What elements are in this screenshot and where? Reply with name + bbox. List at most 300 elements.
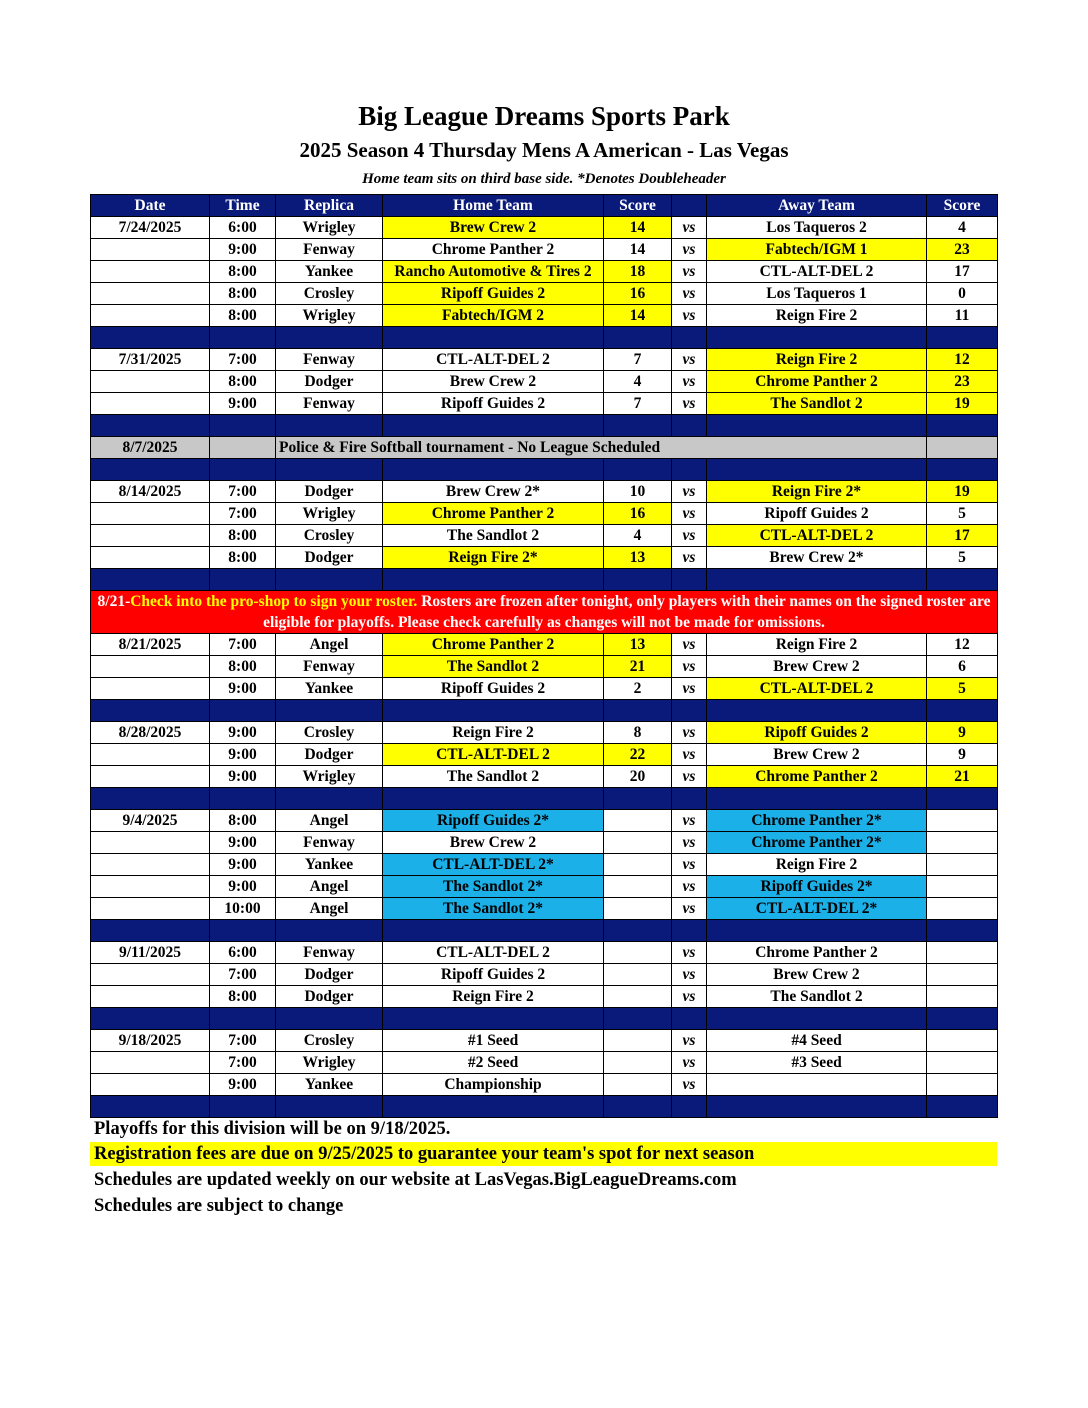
away-score [927, 942, 998, 964]
separator-cell [383, 920, 604, 942]
roster-notice-row [91, 591, 998, 634]
home-team: Chrome Panther 2 [383, 239, 604, 261]
vs-label: vs [672, 766, 707, 788]
away-score: 5 [927, 547, 998, 569]
home-team: Brew Crew 2 [383, 832, 604, 854]
game-time: 7:00 [210, 964, 276, 986]
vs-label: vs [672, 634, 707, 656]
home-team: #1 Seed [383, 1030, 604, 1052]
separator-cell [707, 788, 927, 810]
game-row [91, 393, 998, 415]
vs-label: vs [672, 744, 707, 766]
replica-field: Yankee [276, 1074, 383, 1096]
vs-label: vs [672, 942, 707, 964]
schedule-table [90, 194, 998, 1118]
replica-field: Wrigley [276, 305, 383, 327]
separator-cell [604, 415, 672, 437]
game-row [91, 305, 998, 327]
home-score: 16 [604, 283, 672, 305]
separator-cell [707, 1096, 927, 1118]
separator-cell [276, 1008, 383, 1030]
week-date [91, 656, 210, 678]
game-time: 8:00 [210, 525, 276, 547]
separator-cell [672, 1008, 707, 1030]
week-separator [91, 569, 998, 591]
separator-cell [383, 459, 604, 481]
game-time: 8:00 [210, 656, 276, 678]
away-score [927, 854, 998, 876]
away-team: Chrome Panther 2 [707, 942, 927, 964]
game-time: 9:00 [210, 832, 276, 854]
vs-label: vs [672, 547, 707, 569]
week-separator [91, 1008, 998, 1030]
away-score [927, 1030, 998, 1052]
week-date [91, 503, 210, 525]
week-date [91, 547, 210, 569]
week-date: 9/18/2025 [91, 1030, 210, 1052]
week-date: 8/28/2025 [91, 722, 210, 744]
home-team: CTL-ALT-DEL 2 [383, 942, 604, 964]
home-score: 16 [604, 503, 672, 525]
separator-cell [383, 569, 604, 591]
away-score [927, 832, 998, 854]
game-row [91, 371, 998, 393]
game-row [91, 722, 998, 744]
game-time: 7:00 [210, 481, 276, 503]
away-score: 21 [927, 766, 998, 788]
home-score: 4 [604, 525, 672, 547]
separator-cell [383, 1008, 604, 1030]
separator-cell [672, 327, 707, 349]
away-score: 11 [927, 305, 998, 327]
away-team: Chrome Panther 2* [707, 832, 927, 854]
away-team: #3 Seed [707, 1052, 927, 1074]
separator-cell [91, 459, 210, 481]
week-date [91, 964, 210, 986]
home-team: The Sandlot 2 [383, 766, 604, 788]
separator-cell [383, 1096, 604, 1118]
game-time: 10:00 [210, 898, 276, 920]
vs-label: vs [672, 1052, 707, 1074]
game-time: 9:00 [210, 239, 276, 261]
col-date: Date [91, 195, 210, 217]
week-separator [91, 788, 998, 810]
separator-cell [672, 700, 707, 722]
away-score: 12 [927, 349, 998, 371]
separator-cell [672, 920, 707, 942]
separator-cell [707, 569, 927, 591]
away-score: 19 [927, 393, 998, 415]
home-score: 7 [604, 393, 672, 415]
home-score: 4 [604, 371, 672, 393]
game-time: 8:00 [210, 371, 276, 393]
away-team: Brew Crew 2* [707, 547, 927, 569]
home-team: The Sandlot 2* [383, 898, 604, 920]
replica-field: Dodger [276, 744, 383, 766]
vs-label: vs [672, 986, 707, 1008]
home-team: Reign Fire 2 [383, 986, 604, 1008]
home-score: 20 [604, 766, 672, 788]
separator-cell [672, 459, 707, 481]
replica-field: Angel [276, 876, 383, 898]
separator-cell [276, 327, 383, 349]
game-row [91, 503, 998, 525]
home-score [604, 1074, 672, 1096]
home-team: CTL-ALT-DEL 2* [383, 854, 604, 876]
away-team: Los Taqueros 1 [707, 283, 927, 305]
home-team: Fabtech/IGM 2 [383, 305, 604, 327]
separator-cell [927, 569, 998, 591]
replica-field: Wrigley [276, 766, 383, 788]
week-date [91, 898, 210, 920]
vs-label: vs [672, 525, 707, 547]
home-team: Ripoff Guides 2* [383, 810, 604, 832]
game-time: 8:00 [210, 547, 276, 569]
vs-label: vs [672, 393, 707, 415]
separator-cell [210, 920, 276, 942]
week-separator [91, 1096, 998, 1118]
separator-cell [672, 1096, 707, 1118]
vs-label: vs [672, 305, 707, 327]
separator-cell [91, 920, 210, 942]
separator-cell [604, 327, 672, 349]
separator-cell [927, 459, 998, 481]
game-row [91, 217, 998, 239]
home-score: 14 [604, 217, 672, 239]
separator-cell [210, 1096, 276, 1118]
away-team [707, 1074, 927, 1096]
separator-cell [210, 459, 276, 481]
separator-cell [210, 788, 276, 810]
registration-fees-note: Registration fees are due on 9/25/2025 to guarantee your team's spot for next season [90, 1142, 997, 1166]
replica-field: Dodger [276, 371, 383, 393]
replica-field: Angel [276, 898, 383, 920]
vs-label: vs [672, 371, 707, 393]
game-time: 8:00 [210, 810, 276, 832]
game-time: 7:00 [210, 634, 276, 656]
website-note: Schedules are updated weekly on our website at LasVegas.BigLeagueDreams.com [94, 1170, 737, 1190]
home-score: 2 [604, 678, 672, 700]
away-score: 23 [927, 239, 998, 261]
empty-cell [210, 437, 276, 459]
game-row [91, 1052, 998, 1074]
home-score: 14 [604, 305, 672, 327]
separator-cell [383, 327, 604, 349]
game-row [91, 349, 998, 371]
game-row [91, 656, 998, 678]
game-time: 8:00 [210, 283, 276, 305]
col-away-team: Away Team [707, 195, 927, 217]
away-team: Los Taqueros 2 [707, 217, 927, 239]
home-score [604, 1052, 672, 1074]
playoffs-note: Playoffs for this division will be on 9/18/2025. [94, 1119, 451, 1139]
replica-field: Fenway [276, 349, 383, 371]
home-score: 10 [604, 481, 672, 503]
away-team: Reign Fire 2 [707, 305, 927, 327]
game-time: 9:00 [210, 678, 276, 700]
home-team: The Sandlot 2* [383, 876, 604, 898]
replica-field: Fenway [276, 832, 383, 854]
away-score: 0 [927, 283, 998, 305]
home-team: Brew Crew 2 [383, 371, 604, 393]
away-score: 17 [927, 525, 998, 547]
separator-cell [210, 327, 276, 349]
replica-field: Fenway [276, 656, 383, 678]
away-score: 6 [927, 656, 998, 678]
game-time: 8:00 [210, 305, 276, 327]
away-team: Reign Fire 2 [707, 634, 927, 656]
vs-label: vs [672, 1074, 707, 1096]
roster-notice [91, 591, 998, 634]
doubleheader-note: Home team sits on third base side. *Denotes Doubleheader [362, 171, 726, 187]
separator-cell [210, 700, 276, 722]
home-team: Ripoff Guides 2 [383, 678, 604, 700]
home-team: CTL-ALT-DEL 2 [383, 744, 604, 766]
special-week-row [91, 437, 998, 459]
home-score: 13 [604, 634, 672, 656]
week-separator [91, 415, 998, 437]
home-score: 13 [604, 547, 672, 569]
separator-cell [604, 1008, 672, 1030]
vs-label: vs [672, 1030, 707, 1052]
game-row [91, 964, 998, 986]
separator-cell [707, 327, 927, 349]
week-date: 8/7/2025 [91, 437, 210, 459]
home-team: Ripoff Guides 2 [383, 393, 604, 415]
replica-field: Dodger [276, 547, 383, 569]
separator-cell [210, 1008, 276, 1030]
replica-field: Yankee [276, 261, 383, 283]
away-score [927, 898, 998, 920]
week-date [91, 744, 210, 766]
game-row [91, 744, 998, 766]
game-row [91, 942, 998, 964]
vs-label: vs [672, 678, 707, 700]
week-date [91, 371, 210, 393]
replica-field: Angel [276, 634, 383, 656]
separator-cell [604, 569, 672, 591]
separator-cell [91, 327, 210, 349]
home-team: The Sandlot 2 [383, 656, 604, 678]
home-score [604, 898, 672, 920]
separator-cell [210, 569, 276, 591]
away-score: 19 [927, 481, 998, 503]
home-score: 7 [604, 349, 672, 371]
game-time: 9:00 [210, 876, 276, 898]
home-team: Chrome Panther 2 [383, 503, 604, 525]
replica-field: Crosley [276, 1030, 383, 1052]
replica-field: Fenway [276, 239, 383, 261]
notice-date: 8/21- [97, 593, 131, 610]
week-date [91, 876, 210, 898]
schedule-body [91, 217, 998, 1118]
game-row [91, 239, 998, 261]
separator-cell [383, 415, 604, 437]
separator-cell [91, 700, 210, 722]
game-row [91, 854, 998, 876]
replica-field: Wrigley [276, 1052, 383, 1074]
separator-cell [91, 1096, 210, 1118]
week-separator [91, 700, 998, 722]
away-team: Ripoff Guides 2 [707, 503, 927, 525]
home-team: Reign Fire 2* [383, 547, 604, 569]
week-date [91, 678, 210, 700]
home-score: 14 [604, 239, 672, 261]
vs-label: vs [672, 722, 707, 744]
away-score [927, 1074, 998, 1096]
replica-field: Crosley [276, 525, 383, 547]
separator-cell [276, 569, 383, 591]
home-team: Brew Crew 2* [383, 481, 604, 503]
separator-cell [91, 415, 210, 437]
home-score: 22 [604, 744, 672, 766]
home-score: 21 [604, 656, 672, 678]
away-team: CTL-ALT-DEL 2 [707, 678, 927, 700]
separator-cell [672, 569, 707, 591]
separator-cell [672, 788, 707, 810]
separator-cell [604, 459, 672, 481]
game-row [91, 261, 998, 283]
replica-field: Yankee [276, 854, 383, 876]
game-time: 9:00 [210, 854, 276, 876]
game-row [91, 481, 998, 503]
replica-field: Dodger [276, 481, 383, 503]
away-team: Brew Crew 2 [707, 656, 927, 678]
vs-label: vs [672, 876, 707, 898]
week-date: 7/24/2025 [91, 217, 210, 239]
separator-cell [707, 459, 927, 481]
game-row [91, 832, 998, 854]
away-score [927, 810, 998, 832]
home-team: Ripoff Guides 2 [383, 283, 604, 305]
away-team: Reign Fire 2 [707, 349, 927, 371]
home-score [604, 876, 672, 898]
game-time: 7:00 [210, 1052, 276, 1074]
vs-label: vs [672, 481, 707, 503]
away-team: CTL-ALT-DEL 2 [707, 525, 927, 547]
separator-cell [707, 700, 927, 722]
vs-label: vs [672, 217, 707, 239]
separator-cell [927, 700, 998, 722]
no-league-notice: Police & Fire Softball tournament - No League Scheduled [276, 437, 927, 459]
week-separator [91, 459, 998, 481]
week-date [91, 986, 210, 1008]
separator-cell [927, 415, 998, 437]
away-team: Chrome Panther 2* [707, 810, 927, 832]
away-team: Chrome Panther 2 [707, 766, 927, 788]
notice-text: Rosters are frozen after tonight, only players with their names on the signed roster are eligible for playoffs. Please check carefully as changes will not be made for omissions. [263, 593, 991, 631]
vs-label: vs [672, 261, 707, 283]
vs-label: vs [672, 283, 707, 305]
vs-label: vs [672, 239, 707, 261]
away-score: 12 [927, 634, 998, 656]
separator-cell [927, 1008, 998, 1030]
separator-cell [927, 788, 998, 810]
week-date [91, 393, 210, 415]
col-away-score: Score [927, 195, 998, 217]
separator-cell [707, 1008, 927, 1030]
separator-cell [604, 920, 672, 942]
game-time: 9:00 [210, 744, 276, 766]
game-row [91, 283, 998, 305]
separator-cell [276, 415, 383, 437]
separator-cell [927, 1096, 998, 1118]
game-row [91, 766, 998, 788]
replica-field: Yankee [276, 678, 383, 700]
game-row [91, 810, 998, 832]
separator-cell [210, 415, 276, 437]
replica-field: Crosley [276, 283, 383, 305]
week-date [91, 261, 210, 283]
page-subtitle: 2025 Season 4 Thursday Mens A American - Las Vegas [299, 138, 789, 162]
week-date: 9/4/2025 [91, 810, 210, 832]
col-time: Time [210, 195, 276, 217]
away-team: Brew Crew 2 [707, 964, 927, 986]
week-date: 9/11/2025 [91, 942, 210, 964]
vs-label: vs [672, 964, 707, 986]
separator-cell [91, 788, 210, 810]
game-row [91, 634, 998, 656]
game-row [91, 678, 998, 700]
page-title: Big League Dreams Sports Park [358, 101, 730, 131]
separator-cell [707, 920, 927, 942]
replica-field: Angel [276, 810, 383, 832]
game-row [91, 1030, 998, 1052]
home-team: Reign Fire 2 [383, 722, 604, 744]
separator-cell [604, 1096, 672, 1118]
home-team: CTL-ALT-DEL 2 [383, 349, 604, 371]
away-score: 5 [927, 503, 998, 525]
away-team: Reign Fire 2* [707, 481, 927, 503]
home-team: Brew Crew 2 [383, 217, 604, 239]
week-date [91, 283, 210, 305]
separator-cell [604, 788, 672, 810]
header-row [91, 195, 998, 217]
away-score [927, 876, 998, 898]
vs-label: vs [672, 503, 707, 525]
week-date [91, 766, 210, 788]
separator-cell [604, 700, 672, 722]
home-score [604, 1030, 672, 1052]
away-team: CTL-ALT-DEL 2 [707, 261, 927, 283]
game-time: 9:00 [210, 766, 276, 788]
home-score [604, 964, 672, 986]
game-time: 8:00 [210, 261, 276, 283]
game-time: 7:00 [210, 1030, 276, 1052]
week-date [91, 239, 210, 261]
away-score [927, 986, 998, 1008]
vs-label: vs [672, 656, 707, 678]
away-team: Ripoff Guides 2 [707, 722, 927, 744]
separator-cell [91, 569, 210, 591]
home-score: 18 [604, 261, 672, 283]
away-score: 9 [927, 744, 998, 766]
subject-to-change-note: Schedules are subject to change [94, 1196, 344, 1216]
game-row [91, 547, 998, 569]
week-date: 8/14/2025 [91, 481, 210, 503]
separator-cell [707, 415, 927, 437]
empty-cell [927, 437, 998, 459]
separator-cell [276, 920, 383, 942]
home-team: Championship [383, 1074, 604, 1096]
replica-field: Crosley [276, 722, 383, 744]
game-time: 6:00 [210, 217, 276, 239]
home-score [604, 810, 672, 832]
game-time: 6:00 [210, 942, 276, 964]
away-team: Reign Fire 2 [707, 854, 927, 876]
away-score: 9 [927, 722, 998, 744]
col-vs [672, 195, 707, 217]
